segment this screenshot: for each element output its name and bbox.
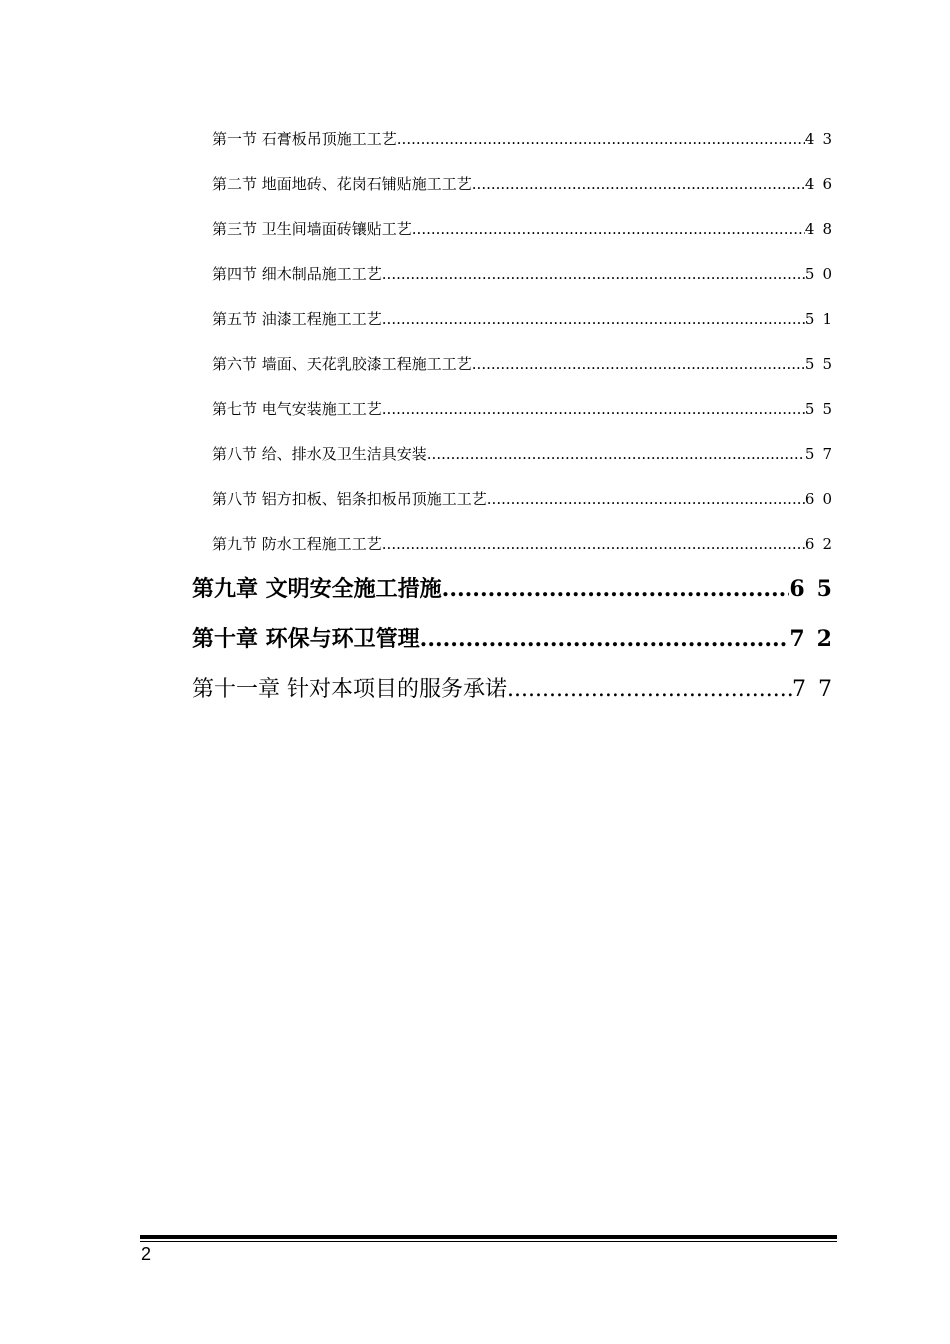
toc-entry-page: 60 [804,490,840,508]
toc-section-2[interactable] [212,173,840,195]
dot-leader [412,220,805,238]
toc-entry-title: 第十章 环保与环卫管理 [192,626,420,652]
toc-entry-title: 第九节 防水工程施工工艺 [212,535,382,553]
dot-leader [382,310,805,328]
toc-section-3[interactable] [212,218,840,240]
toc-chapter-9[interactable] [192,572,844,604]
toc-entry-page: 43 [804,130,840,148]
footer-rule-thin [140,1241,837,1242]
dot-leader [442,576,790,602]
dot-leader [507,677,792,702]
page-number: 2 [141,1244,152,1264]
toc-section-9[interactable] [212,488,840,510]
toc-entry-title: 第九章 文明安全施工措施 [192,576,442,602]
toc-entry-title: 第二节 地面地砖、花岗石铺贴施工工艺 [212,175,472,193]
toc-entry-title: 第三节 卫生间墙面砖镶贴工艺 [212,220,412,238]
toc-entry-page: 77 [792,677,844,702]
toc-section-7[interactable] [212,398,840,420]
toc-entry-title: 第八节 铝方扣板、铝条扣板吊顶施工工艺 [212,490,487,508]
toc-entry-page: 57 [804,445,840,463]
toc-entry-title: 第六节 墙面、天花乳胶漆工程施工工艺 [212,355,472,373]
toc-entry-title: 第五节 油漆工程施工工艺 [212,310,382,328]
toc-entry-title: 第一节 石膏板吊顶施工工艺 [212,130,397,148]
dot-leader [382,265,805,283]
footer-rule [140,1235,837,1239]
toc-entry-page: 48 [804,220,840,238]
toc-entry-title: 第十一章 针对本项目的服务承诺 [192,677,507,702]
toc-entry-page: 51 [804,310,840,328]
dot-leader [382,535,805,553]
toc-section-6[interactable] [212,353,840,375]
toc-entry-title: 第四节 细木制品施工工艺 [212,265,382,283]
toc-entry-title: 第八节 给、排水及卫生洁具安装 [212,445,427,463]
dot-leader [420,626,790,652]
toc-chapter-10[interactable] [192,622,844,654]
dot-leader [487,490,805,508]
dot-leader [472,355,805,373]
toc-entry-page: 65 [789,576,844,602]
toc-section-8[interactable] [212,443,840,465]
dot-leader [382,400,805,418]
toc-entry-page: 62 [804,535,840,553]
toc-entry-page: 50 [804,265,840,283]
toc-entry-page: 46 [804,175,840,193]
toc-section-1[interactable] [212,128,840,150]
dot-leader [397,130,805,148]
dot-leader [472,175,805,193]
toc-section-5[interactable] [212,308,840,330]
toc-section-10[interactable] [212,533,840,555]
toc-entry-page: 55 [804,355,840,373]
dot-leader [427,445,805,463]
toc-entry-page: 72 [789,626,844,652]
toc-entry-page: 55 [804,400,840,418]
toc-chapter-11[interactable] [192,672,844,704]
toc-entry-title: 第七节 电气安装施工工艺 [212,400,382,418]
toc-section-4[interactable] [212,263,840,285]
